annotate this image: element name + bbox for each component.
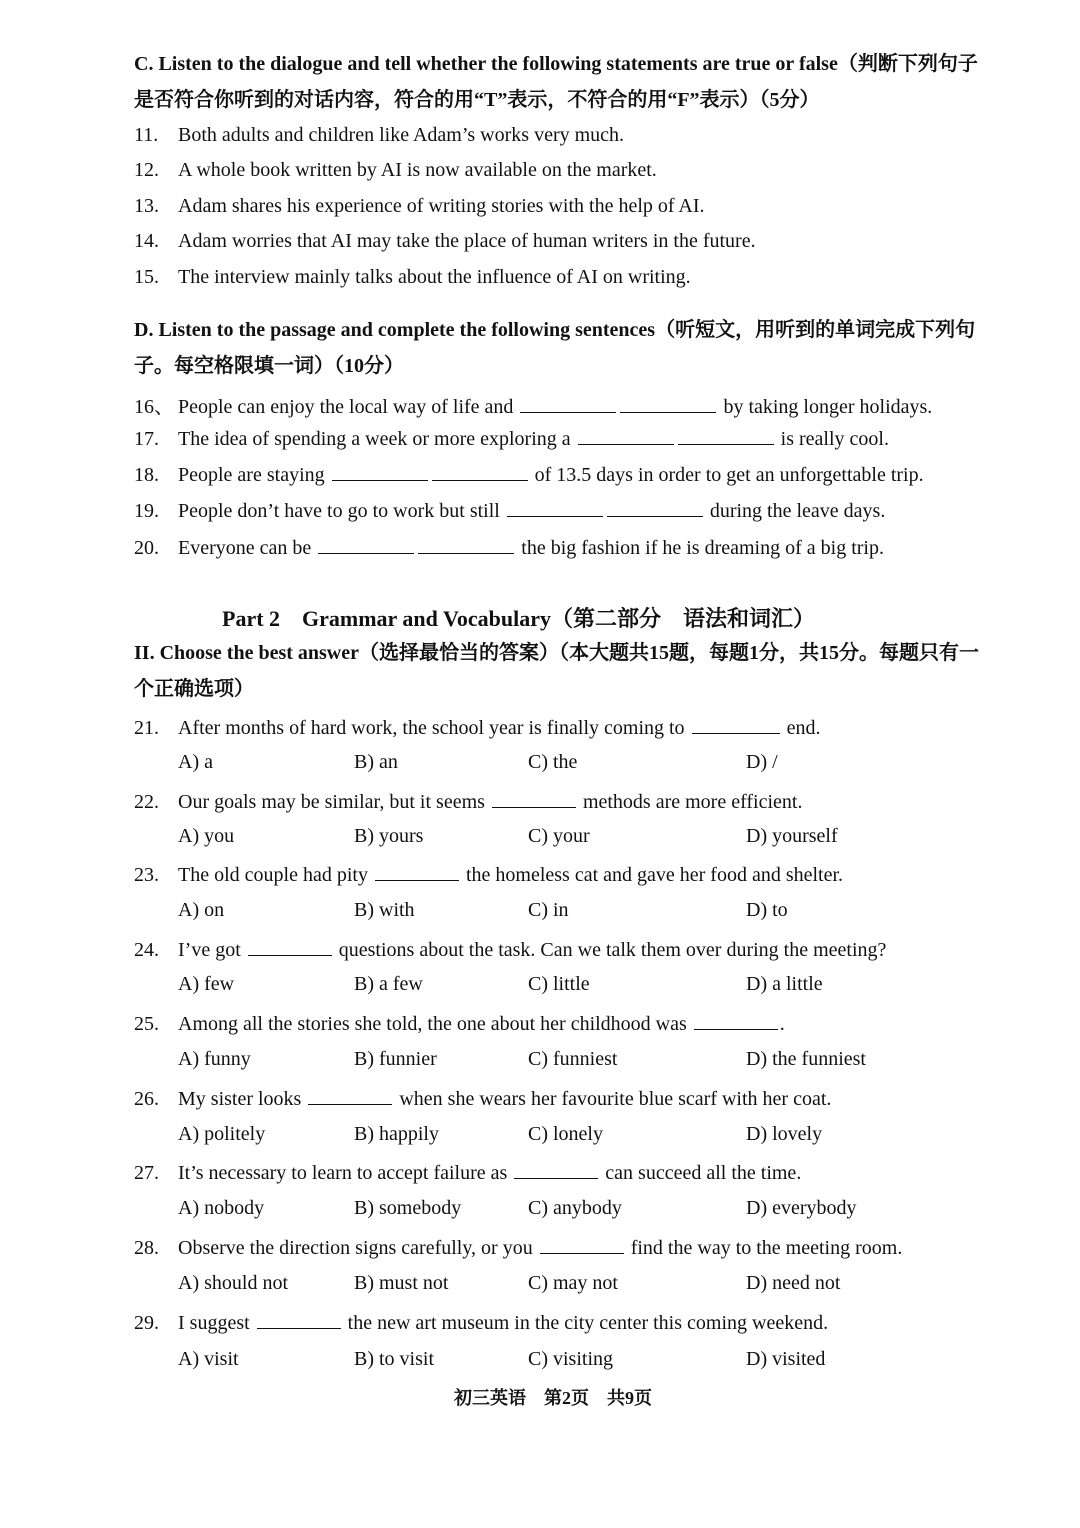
option-c[interactable]: C) little xyxy=(528,973,590,995)
question-24 xyxy=(134,937,886,962)
sentence-text-after: of 13.5 days in order to get an unforgettable trip. xyxy=(534,464,924,486)
option-d[interactable]: D) everybody xyxy=(746,1197,857,1219)
item-number: 19. xyxy=(134,500,159,522)
sentence-text-after: by taking longer holidays. xyxy=(723,396,933,418)
statement-text: Adam worries that AI may take the place of human writers in the future. xyxy=(178,230,756,252)
options-29 xyxy=(178,1348,1038,1376)
part-2-title: Part 2 Grammar and Vocabulary（第二部分 语法和词汇） xyxy=(222,606,815,631)
page-footer: 初三英语 第2页 共9页 xyxy=(454,1388,652,1408)
statement-12 xyxy=(134,159,657,182)
sentence-text-before: People can enjoy the local way of life and xyxy=(178,396,514,418)
option-d[interactable]: D) / xyxy=(746,751,778,773)
question-text-after: . xyxy=(779,1013,785,1035)
section-d-heading: D. Listen to the passage and complete the following sentences（听短文，用听到的单词完成下列句子。每空格限填一词）（10分） xyxy=(134,319,976,377)
option-c[interactable]: C) the xyxy=(528,751,578,773)
option-c[interactable]: C) visiting xyxy=(528,1348,614,1370)
question-text-after: the homeless cat and gave her food and shelter. xyxy=(465,864,844,886)
item-number: 14. xyxy=(134,230,159,252)
answer-blank[interactable] xyxy=(520,394,616,413)
question-22 xyxy=(134,789,802,814)
option-a[interactable]: A) politely xyxy=(178,1123,266,1145)
item-number: 12. xyxy=(134,159,159,181)
answer-blank[interactable] xyxy=(514,1160,598,1179)
item-number: 27. xyxy=(134,1162,159,1184)
sentence-16 xyxy=(134,390,932,419)
statement-text: The interview mainly talks about the influence of AI on writing. xyxy=(178,266,691,288)
question-text-before: Among all the stories she told, the one about her childhood was xyxy=(178,1013,687,1035)
option-d[interactable]: D) need not xyxy=(746,1272,841,1294)
option-a[interactable]: A) a xyxy=(178,751,213,773)
option-a[interactable]: A) few xyxy=(178,973,235,995)
option-c[interactable]: C) funniest xyxy=(528,1048,618,1070)
question-text-before: Observe the direction signs carefully, or you xyxy=(178,1237,533,1259)
answer-blank[interactable] xyxy=(308,1086,392,1105)
options-23 xyxy=(178,899,1038,927)
option-a[interactable]: A) should not xyxy=(178,1272,288,1294)
option-a[interactable]: A) funny xyxy=(178,1048,251,1070)
section-c-heading: C. Listen to the dialogue and tell whether the following statements are true or false（判断下列句子是否符合你听到的对话内容，符合的用“T”表示，不符合的用“F”表示）（5分） xyxy=(134,53,978,111)
option-d[interactable]: D) a little xyxy=(746,973,823,995)
option-a[interactable]: A) on xyxy=(178,899,225,921)
sentence-20 xyxy=(134,535,884,560)
sentence-text-before: People are staying xyxy=(178,464,325,486)
question-text-after: can succeed all the time. xyxy=(605,1162,802,1184)
option-b[interactable]: B) somebody xyxy=(354,1197,462,1219)
question-text-before: My sister looks xyxy=(178,1088,302,1110)
options-24 xyxy=(178,973,1038,1001)
sentence-17 xyxy=(134,426,889,451)
item-number: 28. xyxy=(134,1237,159,1259)
question-text-before: The old couple had pity xyxy=(178,864,368,886)
options-25 xyxy=(178,1048,1038,1076)
statement-14 xyxy=(134,230,756,253)
question-25 xyxy=(134,1011,785,1036)
answer-blank[interactable] xyxy=(375,862,459,881)
sentence-text-after: is really cool. xyxy=(780,428,889,450)
sentence-text-before: Everyone can be xyxy=(178,537,312,559)
option-a[interactable]: A) visit xyxy=(178,1348,239,1370)
option-d[interactable]: D) the funniest xyxy=(746,1048,866,1070)
item-number: 15. xyxy=(134,266,159,288)
statement-text: A whole book written by AI is now available on the market. xyxy=(178,159,657,181)
sentence-text-after: the big fashion if he is dreaming of a big trip. xyxy=(521,537,884,559)
question-29 xyxy=(134,1310,828,1335)
answer-blank[interactable] xyxy=(418,535,514,554)
options-27 xyxy=(178,1197,1038,1225)
answer-blank[interactable] xyxy=(678,426,774,445)
option-d[interactable]: D) visited xyxy=(746,1348,826,1370)
option-c[interactable]: C) your xyxy=(528,825,590,847)
statement-15 xyxy=(134,266,691,289)
option-c[interactable]: C) may not xyxy=(528,1272,618,1294)
question-text-before: I’ve got xyxy=(178,939,241,961)
question-text-after: end. xyxy=(786,717,821,739)
options-21 xyxy=(178,751,1038,779)
statement-13 xyxy=(134,195,705,218)
statement-11 xyxy=(134,124,624,147)
question-text-after: when she wears her favourite blue scarf with her coat. xyxy=(399,1088,832,1110)
item-number: 11. xyxy=(134,124,159,146)
statement-text: Adam shares his experience of writing stories with the help of AI. xyxy=(178,195,705,217)
answer-blank[interactable] xyxy=(620,394,716,413)
option-d[interactable]: D) to xyxy=(746,899,788,921)
sentence-19 xyxy=(134,498,885,523)
option-a[interactable]: A) nobody xyxy=(178,1197,265,1219)
answer-blank[interactable] xyxy=(694,1011,778,1030)
option-a[interactable]: A) you xyxy=(178,825,235,847)
answer-blank[interactable] xyxy=(248,937,332,956)
option-b[interactable]: B) happily xyxy=(354,1123,439,1145)
answer-blank[interactable] xyxy=(692,715,780,734)
options-28 xyxy=(178,1272,1038,1300)
sentence-text-before: People don’t have to go to work but still xyxy=(178,500,500,522)
question-text-after: questions about the task. Can we talk them over during the meeting? xyxy=(338,939,887,961)
item-number: 21. xyxy=(134,717,159,739)
question-23 xyxy=(134,862,843,887)
question-text-before: Our goals may be similar, but it seems xyxy=(178,791,485,813)
question-text-before: I suggest xyxy=(178,1312,250,1334)
item-number: 20. xyxy=(134,537,159,559)
sentence-text-before: The idea of spending a week or more exploring a xyxy=(178,428,571,450)
option-b[interactable]: B) with xyxy=(354,899,415,921)
answer-blank[interactable] xyxy=(507,498,603,517)
item-number: 16、 xyxy=(134,396,174,418)
question-28 xyxy=(134,1235,902,1260)
option-c[interactable]: C) in xyxy=(528,899,569,921)
answer-blank[interactable] xyxy=(318,535,414,554)
option-b[interactable]: B) an xyxy=(354,751,398,773)
option-c[interactable]: C) lonely xyxy=(528,1123,603,1145)
option-b[interactable]: B) yours xyxy=(354,825,424,847)
question-text-before: After months of hard work, the school year is finally coming to xyxy=(178,717,685,739)
sentence-18 xyxy=(134,462,924,487)
question-21 xyxy=(134,715,820,740)
answer-blank[interactable] xyxy=(607,498,703,517)
question-26 xyxy=(134,1086,831,1111)
question-text-after: methods are more efficient. xyxy=(582,791,803,813)
answer-blank[interactable] xyxy=(578,426,674,445)
option-d[interactable]: D) yourself xyxy=(746,825,838,847)
question-27 xyxy=(134,1160,801,1185)
item-number: 26. xyxy=(134,1088,159,1110)
item-number: 24. xyxy=(134,939,159,961)
item-number: 22. xyxy=(134,791,159,813)
options-22 xyxy=(178,825,1038,853)
option-b[interactable]: B) funnier xyxy=(354,1048,437,1070)
answer-blank[interactable] xyxy=(432,462,528,481)
answer-blank[interactable] xyxy=(332,462,428,481)
statement-text: Both adults and children like Adam’s works very much. xyxy=(178,124,625,146)
question-text-after: the new art museum in the city center this coming weekend. xyxy=(347,1312,829,1334)
option-c[interactable]: C) anybody xyxy=(528,1197,622,1219)
answer-blank[interactable] xyxy=(540,1235,624,1254)
item-number: 13. xyxy=(134,195,159,217)
question-text-before: It’s necessary to learn to accept failure as xyxy=(178,1162,508,1184)
option-b[interactable]: B) a few xyxy=(354,973,423,995)
options-26 xyxy=(178,1123,1038,1151)
item-number: 25. xyxy=(134,1013,159,1035)
question-text-after: find the way to the meeting room. xyxy=(630,1237,903,1259)
option-b[interactable]: B) must not xyxy=(354,1272,449,1294)
option-b[interactable]: B) to visit xyxy=(354,1348,435,1370)
section-ii-heading: II. Choose the best answer（选择最恰当的答案）（本大题共15题，每题1分，共15分。每题只有一个正确选项） xyxy=(134,642,979,700)
item-number: 23. xyxy=(134,864,159,886)
option-d[interactable]: D) lovely xyxy=(746,1123,823,1145)
answer-blank[interactable] xyxy=(257,1310,341,1329)
answer-blank[interactable] xyxy=(492,789,576,808)
item-number: 18. xyxy=(134,464,159,486)
item-number: 17. xyxy=(134,428,159,450)
item-number: 29. xyxy=(134,1312,159,1334)
sentence-text-after: during the leave days. xyxy=(709,500,886,522)
